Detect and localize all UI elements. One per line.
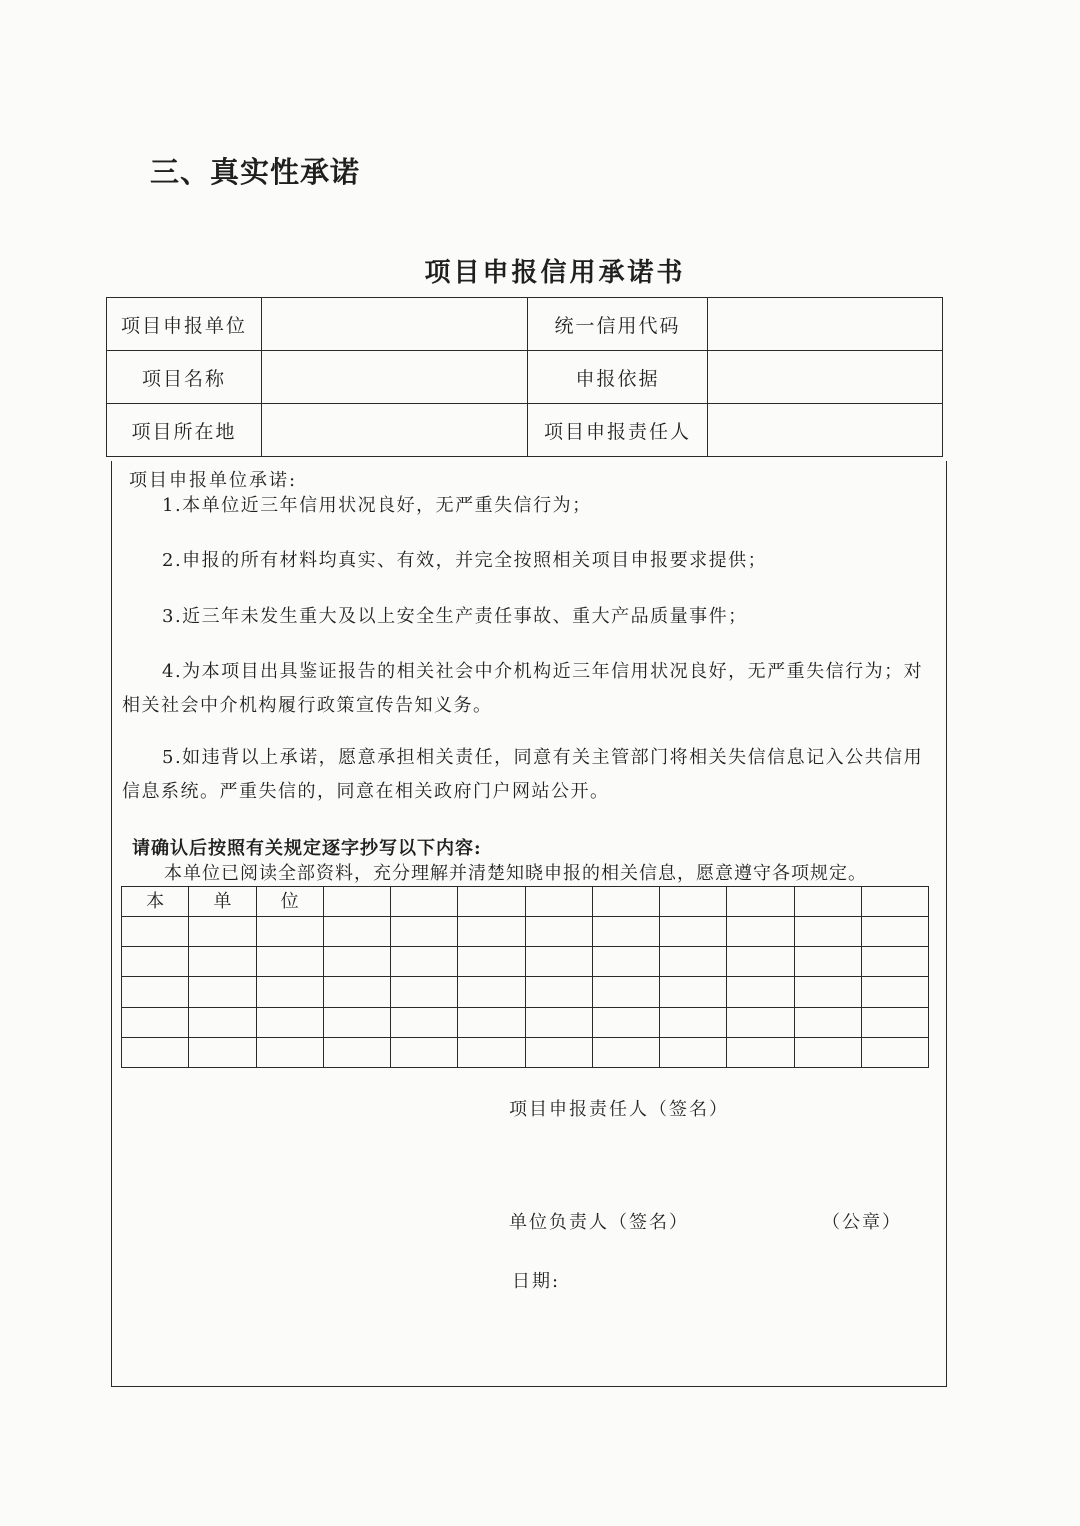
grid-cell[interactable] xyxy=(727,917,794,947)
unit-head-signature-label: 单位负责人（签名） xyxy=(509,1212,689,1233)
basis-field[interactable] xyxy=(708,351,943,404)
grid-row xyxy=(122,917,929,947)
grid-cell[interactable] xyxy=(256,977,323,1007)
grid-cell[interactable] xyxy=(861,887,928,917)
grid-cell[interactable] xyxy=(458,887,525,917)
grid-cell[interactable]: 位 xyxy=(256,887,323,917)
responsible-person-signature-label: 项目申报责任人（签名） xyxy=(509,1099,729,1120)
grid-cell[interactable] xyxy=(794,1037,861,1067)
grid-cell[interactable] xyxy=(391,917,458,947)
grid-cell[interactable] xyxy=(525,887,592,917)
grid-cell[interactable] xyxy=(256,1037,323,1067)
promise-item: 1.本单位近三年信用状况良好，无严重失信行为； xyxy=(162,495,592,516)
info-table xyxy=(106,297,943,457)
section-heading: 三、真实性承诺 xyxy=(150,155,361,189)
grid-cell[interactable] xyxy=(391,947,458,977)
responsible-person-field[interactable] xyxy=(708,404,943,457)
project-name-field[interactable] xyxy=(262,351,528,404)
grid-row xyxy=(122,977,929,1007)
grid-cell[interactable]: 本 xyxy=(122,887,189,917)
grid-cell[interactable] xyxy=(727,977,794,1007)
date-label: 日期: xyxy=(512,1271,561,1292)
label-location: 项目所在地 xyxy=(107,404,262,457)
grid-cell[interactable] xyxy=(525,917,592,947)
grid-cell[interactable] xyxy=(592,917,659,947)
promise-item: 2.申报的所有材料均真实、有效，并完全按照相关项目申报要求提供； xyxy=(162,550,768,571)
grid-cell[interactable] xyxy=(122,1007,189,1037)
applicant-unit-field[interactable] xyxy=(262,298,528,351)
grid-cell[interactable] xyxy=(727,947,794,977)
grid-cell[interactable] xyxy=(256,1007,323,1037)
table-row xyxy=(107,351,943,404)
grid-cell[interactable] xyxy=(189,1037,256,1067)
grid-cell[interactable] xyxy=(525,1007,592,1037)
grid-cell[interactable] xyxy=(189,947,256,977)
grid-cell[interactable] xyxy=(391,977,458,1007)
grid-cell[interactable] xyxy=(391,1007,458,1037)
grid-cell[interactable] xyxy=(189,917,256,947)
grid-cell[interactable] xyxy=(122,1037,189,1067)
grid-cell[interactable] xyxy=(323,917,390,947)
grid-row xyxy=(122,947,929,977)
promise-item: 4.为本项目出具鉴证报告的相关社会中介机构近三年信用状况良好，无严重失信行为；对相关社会中介机构履行政策宣传告知义务。 xyxy=(122,661,924,716)
grid-cell[interactable] xyxy=(256,917,323,947)
grid-cell[interactable] xyxy=(861,917,928,947)
grid-cell[interactable] xyxy=(391,1037,458,1067)
grid-cell[interactable] xyxy=(256,947,323,977)
grid-cell[interactable] xyxy=(660,977,727,1007)
document-title: 项目申报信用承诺书 xyxy=(424,258,686,288)
grid-cell[interactable] xyxy=(525,1037,592,1067)
grid-cell[interactable] xyxy=(660,947,727,977)
promise-heading: 项目申报单位承诺: xyxy=(129,470,298,491)
grid-row xyxy=(122,1037,929,1067)
grid-cell[interactable] xyxy=(861,977,928,1007)
grid-cell[interactable] xyxy=(458,1037,525,1067)
grid-cell[interactable] xyxy=(794,947,861,977)
location-field[interactable] xyxy=(262,404,528,457)
grid-cell[interactable] xyxy=(323,947,390,977)
grid-cell[interactable] xyxy=(660,917,727,947)
promise-section xyxy=(111,461,947,1387)
grid-cell[interactable] xyxy=(323,1007,390,1037)
grid-cell[interactable] xyxy=(323,1037,390,1067)
grid-cell[interactable] xyxy=(458,1007,525,1037)
grid-cell[interactable] xyxy=(458,977,525,1007)
grid-cell[interactable] xyxy=(861,947,928,977)
grid-cell[interactable] xyxy=(861,1037,928,1067)
grid-cell[interactable] xyxy=(794,977,861,1007)
grid-cell[interactable] xyxy=(592,887,659,917)
promise-item: 3.近三年未发生重大及以上安全生产责任事故、重大产品质量事件； xyxy=(162,606,748,627)
grid-cell[interactable] xyxy=(727,1007,794,1037)
grid-row xyxy=(122,1007,929,1037)
grid-cell[interactable] xyxy=(727,1037,794,1067)
grid-cell[interactable] xyxy=(323,977,390,1007)
grid-cell[interactable] xyxy=(458,917,525,947)
grid-cell[interactable] xyxy=(458,947,525,977)
copy-instruction: 请确认后按照有关规定逐字抄写以下内容: xyxy=(132,838,482,859)
grid-cell[interactable] xyxy=(391,887,458,917)
credit-code-field[interactable] xyxy=(708,298,943,351)
label-responsible-person: 项目申报责任人 xyxy=(528,404,708,457)
grid-cell[interactable] xyxy=(122,947,189,977)
table-row xyxy=(107,298,943,351)
grid-cell[interactable] xyxy=(189,977,256,1007)
label-credit-code: 统一信用代码 xyxy=(528,298,708,351)
grid-cell[interactable] xyxy=(861,1007,928,1037)
label-project-name: 项目名称 xyxy=(107,351,262,404)
grid-cell[interactable] xyxy=(122,917,189,947)
table-row xyxy=(107,404,943,457)
grid-cell[interactable]: 单 xyxy=(189,887,256,917)
grid-cell[interactable] xyxy=(525,947,592,977)
label-basis: 申报依据 xyxy=(528,351,708,404)
grid-cell[interactable] xyxy=(727,887,794,917)
label-applicant-unit: 项目申报单位 xyxy=(107,298,262,351)
grid-cell[interactable] xyxy=(323,887,390,917)
grid-cell[interactable] xyxy=(592,947,659,977)
copy-sentence: 本单位已阅读全部资料，充分理解并清楚知晓申报的相关信息，愿意遵守各项规定。 xyxy=(164,863,867,884)
copy-grid[interactable] xyxy=(121,886,929,1068)
grid-cell[interactable] xyxy=(794,887,861,917)
grid-cell[interactable] xyxy=(660,887,727,917)
grid-cell[interactable] xyxy=(525,977,592,1007)
grid-cell[interactable] xyxy=(592,977,659,1007)
grid-cell[interactable] xyxy=(794,1007,861,1037)
grid-row xyxy=(122,887,929,917)
grid-cell[interactable] xyxy=(794,917,861,947)
official-seal-label: （公章） xyxy=(822,1212,902,1233)
grid-cell[interactable] xyxy=(660,1037,727,1067)
grid-cell[interactable] xyxy=(189,1007,256,1037)
grid-cell[interactable] xyxy=(660,1007,727,1037)
grid-cell[interactable] xyxy=(122,977,189,1007)
grid-cell[interactable] xyxy=(592,1037,659,1067)
grid-cell[interactable] xyxy=(592,1007,659,1037)
promise-item: 5.如违背以上承诺，愿意承担相关责任，同意有关主管部门将相关失信信息记入公共信用信息系统。严重失信的，同意在相关政府门户网站公开。 xyxy=(122,747,924,802)
